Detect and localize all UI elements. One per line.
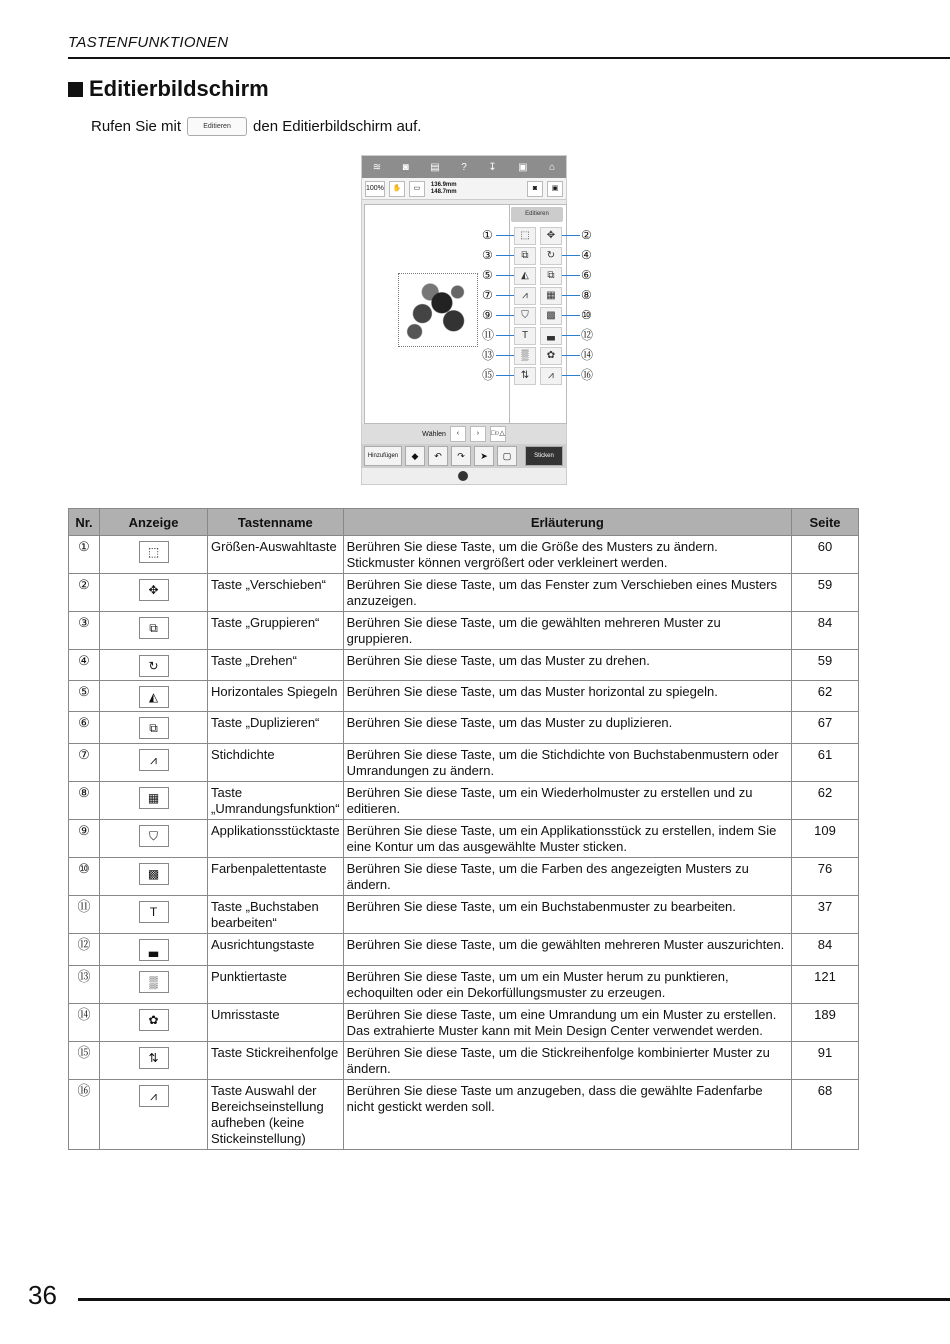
table-row — [69, 612, 859, 650]
row-number: ④ — [69, 650, 100, 681]
callout-line — [562, 235, 580, 236]
row-number: ⑧ — [69, 782, 100, 820]
row-button-name: Taste Stickreihenfolge — [208, 1042, 344, 1080]
row-icon-cell — [100, 1042, 208, 1080]
row-number: ⑨ — [69, 820, 100, 858]
table-row — [69, 966, 859, 1004]
row-description: Berühren Sie diese Taste, um das Muster zu drehen. — [343, 650, 791, 681]
row-description: Berühren Sie diese Taste, um ein Applikationsstück zu erstellen, indem Sie eine Kontur um das ausgewählte Muster sticken. — [343, 820, 791, 858]
intro-text — [91, 117, 421, 136]
callout-4: ④ — [581, 248, 592, 262]
applique-icon: ⛉ — [514, 307, 536, 325]
row-icon-cell — [100, 966, 208, 1004]
header-nr: Nr. — [69, 509, 100, 536]
callout-line — [562, 315, 580, 316]
outline-icon: ✿ — [139, 1009, 169, 1031]
row-page: 109 — [792, 820, 859, 858]
header-name: Tastenname — [208, 509, 344, 536]
callout-line — [562, 355, 580, 356]
callout-line — [562, 375, 580, 376]
chevron-right-icon: › — [470, 426, 486, 442]
row-description: Berühren Sie diese Taste, um das Muster horizontal zu spiegeln. — [343, 681, 791, 712]
row-icon-cell — [100, 681, 208, 712]
header-page: Seite — [792, 509, 859, 536]
row-button-name: Punktiertaste — [208, 966, 344, 1004]
row-number: ⑫ — [69, 934, 100, 966]
row-icon-cell — [100, 858, 208, 896]
text-edit-icon: T — [514, 327, 536, 345]
eraser-icon: ◆ — [405, 446, 425, 466]
row-number: ⑯ — [69, 1080, 100, 1150]
pointer-icon: ➤ — [474, 446, 494, 466]
row-icon-cell — [100, 934, 208, 966]
square-bullet-icon — [68, 82, 83, 97]
row-button-name: Taste „Gruppieren“ — [208, 612, 344, 650]
row-button-name: Taste „Duplizieren“ — [208, 712, 344, 744]
row-description: Berühren Sie diese Taste, um die gewählten mehreren Muster auszurichten. — [343, 934, 791, 966]
row-button-name: Taste „Umrandungsfunktion“ — [208, 782, 344, 820]
row-page: 76 — [792, 858, 859, 896]
applique-icon: ⛉ — [139, 825, 169, 847]
action-bar — [362, 444, 566, 468]
row-description: Berühren Sie diese Taste, um das Fenster zum Verschieben eines Musters anzuzeigen. — [343, 574, 791, 612]
row-icon-cell — [100, 896, 208, 934]
row-description: Berühren Sie diese Taste, um eine Umrandung um ein Muster zu erstellen. Das extrahierte Muster kann mit Mein Design Center verwendet werden. — [343, 1004, 791, 1042]
callout-line — [496, 375, 514, 376]
row-button-name: Größen-Auswahltaste — [208, 536, 344, 574]
select-bar — [362, 424, 566, 444]
row-button-name: Umrisstaste — [208, 1004, 344, 1042]
size-width: 136.9mm — [430, 181, 457, 188]
callout-line — [562, 255, 580, 256]
row-description: Berühren Sie diese Taste, um die Größe des Musters zu ändern. Stickmuster können vergrößert oder verkleinert werden. — [343, 536, 791, 574]
row-button-name: Taste „Buchstaben bearbeiten“ — [208, 896, 344, 934]
edit-screen-screenshot — [361, 155, 594, 485]
duplicate-icon: ⧉ — [139, 717, 169, 739]
edit-tab: Editieren — [511, 207, 563, 222]
row-button-name: Horizontales Spiegeln — [208, 681, 344, 712]
clock-icon — [458, 471, 468, 481]
row-description: Berühren Sie diese Taste, um um ein Muster herum zu punktieren, echoquilten oder ein Dekorfüllungsmuster zu erzeugen. — [343, 966, 791, 1004]
header-description: Erläuterung — [343, 509, 791, 536]
intro-after: den Editierbildschirm auf. — [253, 118, 422, 135]
lock-icon: ▣ — [518, 161, 528, 173]
row-description: Berühren Sie diese Taste, um die Stichdichte von Buchstabenmustern oder Umrandungen zu ändern. — [343, 744, 791, 782]
bottom-strip — [362, 468, 566, 484]
home-icon: ⌂ — [549, 161, 556, 173]
row-number: ⑤ — [69, 681, 100, 712]
row-description: Berühren Sie diese Taste um anzugeben, dass die gewählte Fadenfarbe nicht gestickt werden soll. — [343, 1080, 791, 1150]
mirror-icon: ◭ — [514, 267, 536, 285]
hand-icon: ✋ — [389, 181, 405, 197]
outline-icon: ✿ — [540, 347, 562, 365]
table-row — [69, 820, 859, 858]
row-description: Berühren Sie diese Taste, um ein Wiederholmuster zu erstellen und zu editieren. — [343, 782, 791, 820]
row-number: ⑭ — [69, 1004, 100, 1042]
row-button-name: Taste Auswahl der Bereichseinstellung aufheben (keine Stickeinstellung) — [208, 1080, 344, 1150]
footer-rule — [78, 1298, 950, 1301]
table-row — [69, 934, 859, 966]
table-row — [69, 681, 859, 712]
row-icon-cell — [100, 820, 208, 858]
section-title — [68, 76, 269, 102]
camera-icon: ◙ — [402, 161, 409, 173]
view-toolbar — [362, 178, 566, 200]
no-sew-icon: ⩘ — [139, 1085, 169, 1107]
redo-icon: ↷ — [451, 446, 471, 466]
table-row — [69, 1042, 859, 1080]
zoom-button: 100% — [365, 181, 385, 197]
callout-13: ⑬ — [482, 348, 495, 362]
wifi-icon: ≋ — [372, 161, 382, 173]
callout-5: ⑤ — [482, 268, 493, 282]
document-icon: ▤ — [430, 161, 440, 173]
table-row — [69, 1004, 859, 1042]
align-icon: ▃ — [139, 939, 169, 961]
row-number: ⑥ — [69, 712, 100, 744]
edit-button-image: Editieren — [187, 117, 247, 136]
callout-1: ① — [482, 228, 493, 242]
callout-14: ⑭ — [581, 348, 594, 362]
callout-line — [496, 315, 514, 316]
stipple-icon: ▒ — [139, 971, 169, 993]
camera-view-icon: ◙ — [527, 181, 543, 197]
row-number: ⑬ — [69, 966, 100, 1004]
bird-pattern-image — [398, 273, 478, 347]
row-page: 84 — [792, 934, 859, 966]
row-number: ⑮ — [69, 1042, 100, 1080]
table-row — [69, 712, 859, 744]
row-number: ② — [69, 574, 100, 612]
density-icon: ⩘ — [514, 287, 536, 305]
row-description: Berühren Sie diese Taste, um die Farben des angezeigten Musters zu ändern. — [343, 858, 791, 896]
header-rule — [68, 57, 950, 59]
stipple-icon: ▒ — [514, 347, 536, 365]
row-page: 121 — [792, 966, 859, 1004]
callout-12: ⑫ — [581, 328, 594, 342]
row-page: 67 — [792, 712, 859, 744]
border-icon: ▦ — [139, 787, 169, 809]
callout-line — [496, 335, 514, 336]
row-icon-cell — [100, 536, 208, 574]
duplicate-icon: ⧉ — [540, 267, 562, 285]
callout-line — [496, 295, 514, 296]
callout-11: ⑪ — [482, 328, 495, 342]
row-page: 84 — [792, 612, 859, 650]
row-button-name: Stichdichte — [208, 744, 344, 782]
callout-line — [496, 235, 514, 236]
sew-button: Sticken — [525, 446, 563, 466]
palette-icon: ▩ — [540, 307, 562, 325]
row-button-name: Applikationsstücktaste — [208, 820, 344, 858]
frame-icon: ▭ — [409, 181, 425, 197]
page-number: 36 — [28, 1280, 57, 1310]
align-icon: ▃ — [540, 327, 562, 345]
table-row — [69, 858, 859, 896]
size-select-icon: ⬚ — [514, 227, 536, 245]
size-select-icon: ⬚ — [139, 541, 169, 563]
table-row — [69, 744, 859, 782]
move-icon: ✥ — [540, 227, 562, 245]
row-page: 60 — [792, 536, 859, 574]
row-button-name: Taste „Drehen“ — [208, 650, 344, 681]
density-icon: ⩘ — [139, 749, 169, 771]
callout-10: ⑩ — [581, 308, 592, 322]
row-page: 61 — [792, 744, 859, 782]
section-title-text: Editierbildschirm — [89, 76, 269, 101]
callout-7: ⑦ — [482, 288, 493, 302]
row-page: 62 — [792, 782, 859, 820]
row-description: Berühren Sie diese Taste, um das Muster zu duplizieren. — [343, 712, 791, 744]
row-button-name: Taste „Verschieben“ — [208, 574, 344, 612]
thread-icon: ↧ — [488, 161, 497, 173]
callout-line — [562, 275, 580, 276]
callout-8: ⑧ — [581, 288, 592, 302]
table-row — [69, 896, 859, 934]
preview-icon: ▣ — [547, 181, 563, 197]
table-row — [69, 574, 859, 612]
row-page: 62 — [792, 681, 859, 712]
sew-order-icon: ⇅ — [514, 367, 536, 385]
row-description: Berühren Sie diese Taste, um ein Buchstabenmuster zu bearbeiten. — [343, 896, 791, 934]
status-bar — [362, 156, 566, 178]
rotate-icon: ↻ — [139, 655, 169, 677]
row-number: ⑦ — [69, 744, 100, 782]
row-icon-cell — [100, 712, 208, 744]
callout-6: ⑥ — [581, 268, 592, 282]
row-description: Berühren Sie diese Taste, um die gewählten mehreren Muster zu gruppieren. — [343, 612, 791, 650]
add-button: Hinzufügen — [364, 446, 402, 466]
row-button-name: Farbenpalettentaste — [208, 858, 344, 896]
row-page: 189 — [792, 1004, 859, 1042]
callout-line — [496, 275, 514, 276]
select-label: Wählen — [422, 430, 446, 438]
row-button-name: Ausrichtungstaste — [208, 934, 344, 966]
undo-icon: ↶ — [428, 446, 448, 466]
text-edit-icon: T — [139, 901, 169, 923]
row-icon-cell — [100, 1080, 208, 1150]
callout-16: ⑯ — [581, 368, 594, 382]
row-number: ① — [69, 536, 100, 574]
row-icon-cell — [100, 1004, 208, 1042]
row-number: ⑪ — [69, 896, 100, 934]
header-display: Anzeige — [100, 509, 208, 536]
row-icon-cell — [100, 574, 208, 612]
row-page: 91 — [792, 1042, 859, 1080]
callout-line — [562, 295, 580, 296]
table-row — [69, 782, 859, 820]
pattern-size — [431, 182, 457, 196]
callout-line — [562, 335, 580, 336]
button-function-table — [68, 508, 859, 1150]
row-icon-cell — [100, 744, 208, 782]
edit-panel — [509, 204, 567, 424]
shape-select-icon: □○△ — [490, 426, 506, 442]
row-number: ③ — [69, 612, 100, 650]
callout-line — [496, 255, 514, 256]
intro-before: Rufen Sie mit — [91, 118, 182, 135]
callout-3: ③ — [482, 248, 493, 262]
callout-2: ② — [581, 228, 592, 242]
row-page: 37 — [792, 896, 859, 934]
row-page: 59 — [792, 574, 859, 612]
table-row — [69, 1080, 859, 1150]
callout-9: ⑨ — [482, 308, 493, 322]
border-icon: ▦ — [540, 287, 562, 305]
row-page: 68 — [792, 1080, 859, 1150]
row-icon-cell — [100, 782, 208, 820]
no-sew-icon: ⩘ — [540, 367, 562, 385]
sew-order-icon: ⇅ — [139, 1047, 169, 1069]
row-icon-cell — [100, 612, 208, 650]
group-icon: ⧉ — [139, 617, 169, 639]
palette-icon: ▩ — [139, 863, 169, 885]
running-head: TASTENFUNKTIONEN — [68, 34, 229, 51]
group-icon: ⧉ — [514, 247, 536, 265]
help-icon: ? — [461, 161, 467, 173]
row-icon-cell — [100, 650, 208, 681]
size-height: 148.7mm — [430, 188, 457, 195]
callout-line — [496, 355, 514, 356]
table-header-row — [69, 509, 859, 536]
row-number: ⑩ — [69, 858, 100, 896]
row-description: Berühren Sie diese Taste, um die Stickreihenfolge kombinierter Muster zu ändern. — [343, 1042, 791, 1080]
table-row — [69, 536, 859, 574]
row-page: 59 — [792, 650, 859, 681]
move-icon: ✥ — [139, 579, 169, 601]
rotate-icon: ↻ — [540, 247, 562, 265]
callout-15: ⑮ — [482, 368, 495, 382]
mirror-icon: ◭ — [139, 686, 169, 708]
memory-icon: ▢ — [497, 446, 517, 466]
table-row — [69, 650, 859, 681]
chevron-left-icon: ‹ — [450, 426, 466, 442]
